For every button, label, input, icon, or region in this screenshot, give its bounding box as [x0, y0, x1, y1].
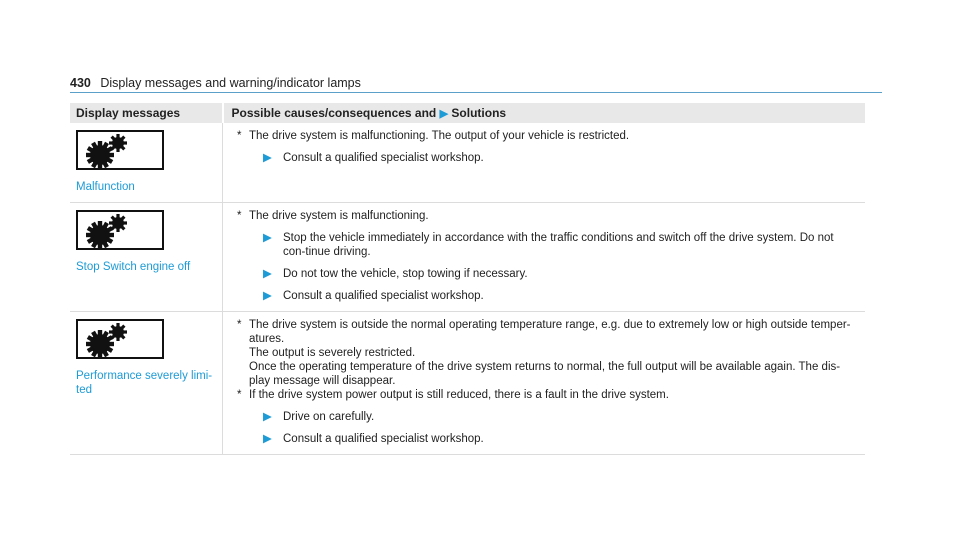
causes-cell	[223, 312, 866, 455]
cause-item: * The drive system is outside the normal operating temperature range, e.g. due to extremely low or high outside temper-atures.	[237, 319, 851, 345]
page-header	[70, 76, 361, 90]
table-row	[70, 123, 865, 203]
table-row	[70, 203, 865, 312]
header-rule	[70, 92, 882, 93]
solution-step: ▶ Consult a qualified specialist workshop.	[263, 433, 484, 445]
cause-detail: Once the operating temperature of the drive system returns to normal, the full output will be available again. The dis-play message will disappear.	[249, 361, 841, 387]
cause-detail: The output is severely restricted.	[249, 347, 416, 359]
table-header-row	[70, 103, 865, 123]
cause-item: * The drive system is malfunctioning.	[237, 210, 429, 222]
message-label: Performance severely limi-ted	[76, 370, 213, 396]
gears-warning-icon	[76, 210, 164, 250]
solution-step: ▶ Consult a qualified specialist workshop.	[263, 152, 484, 164]
arrow-icon: ▶	[263, 152, 272, 164]
page-number: 430	[70, 76, 91, 90]
display-message-cell	[70, 123, 223, 203]
arrow-icon: ▶	[439, 108, 449, 120]
causes-cell	[223, 203, 866, 312]
cause-item: * If the drive system power output is still reduced, there is a fault in the drive system.	[237, 389, 669, 401]
gears-warning-icon	[76, 319, 164, 359]
message-label: Stop Switch engine off	[76, 261, 191, 273]
solution-step: ▶ Consult a qualified specialist workshop.	[263, 290, 484, 302]
arrow-icon: ▶	[263, 433, 272, 445]
page-title: Display messages and warning/indicator lamps	[100, 76, 361, 90]
cause-item: * The drive system is malfunctioning. The output of your vehicle is restricted.	[237, 130, 630, 142]
arrow-icon: ▶	[263, 268, 272, 280]
gears-warning-icon	[76, 130, 164, 170]
solution-step: ▶ Drive on carefully.	[263, 411, 375, 423]
display-messages-table	[70, 103, 865, 455]
column-header-causes-solutions: Possible causes/consequences and ▶ Solutions	[223, 103, 866, 123]
display-message-cell	[70, 203, 223, 312]
solution-step: ▶ Stop the vehicle immediately in accordance with the traffic conditions and switch off the drive system. Do not con-tinue driving.	[263, 232, 834, 258]
solution-step: ▶ Do not tow the vehicle, stop towing if necessary.	[263, 268, 528, 280]
arrow-icon: ▶	[263, 290, 272, 302]
arrow-icon: ▶	[263, 411, 272, 423]
message-label: Malfunction	[76, 181, 135, 193]
display-message-cell	[70, 312, 223, 455]
causes-cell	[223, 123, 866, 203]
column-header-display-messages: Display messages	[70, 103, 223, 123]
table-row	[70, 312, 865, 455]
arrow-icon: ▶	[263, 232, 272, 244]
